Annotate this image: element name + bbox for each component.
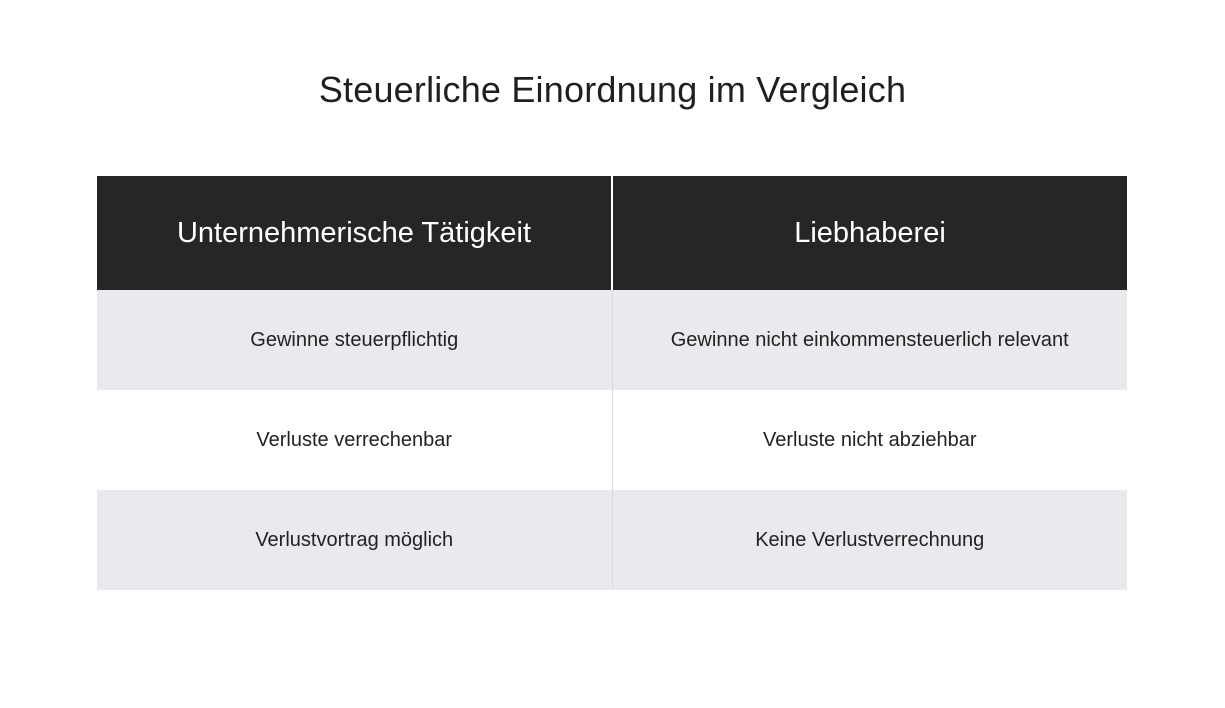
table-row [97,290,1127,390]
table-header [97,176,1127,290]
comparison-table-container [97,176,1127,590]
table-cell: Gewinne steuerpflichtig [97,290,612,390]
table-body [97,290,1127,590]
table-cell: Verluste nicht abziehbar [612,390,1127,490]
table-cell: Gewinne nicht einkommensteuerlich relevant [612,290,1127,390]
table-cell: Verlustvortrag möglich [97,490,612,590]
table-cell: Verluste verrechenbar [97,390,612,490]
table-row [97,390,1127,490]
column-header-unternehmerische-taetigkeit: Unternehmerische Tätigkeit [97,176,612,290]
table-cell: Keine Verlustverrechnung [612,490,1127,590]
table-row [97,490,1127,590]
page-title: Steuerliche Einordnung im Vergleich [318,69,907,110]
table-header-row [97,176,1127,290]
comparison-table [97,176,1127,590]
column-header-liebhaberei: Liebhaberei [612,176,1127,290]
